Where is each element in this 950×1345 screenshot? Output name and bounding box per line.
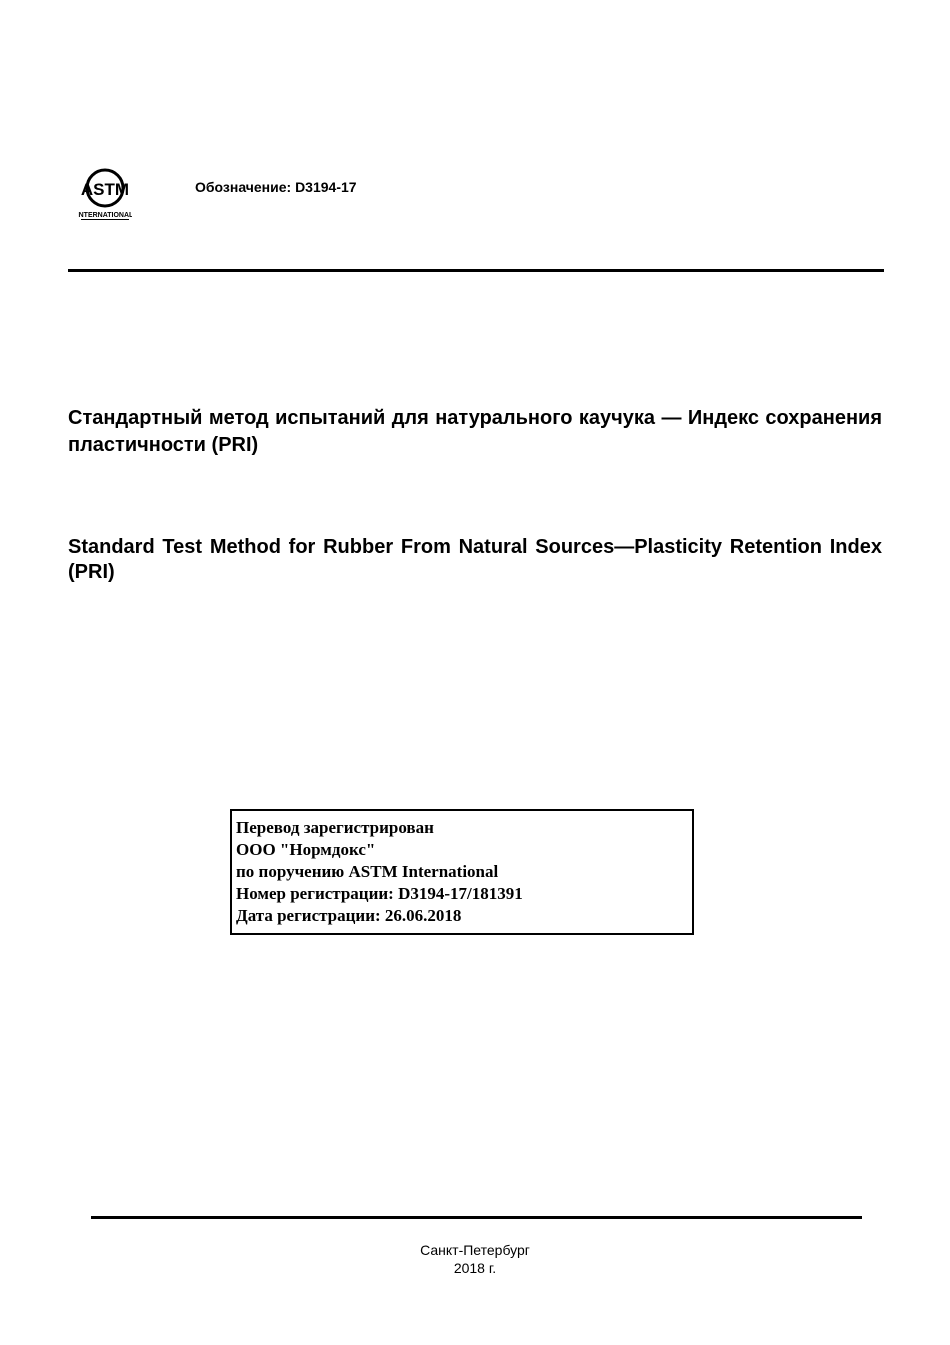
- designation: Обозначение: D3194-17: [195, 179, 357, 195]
- footer: [0, 1241, 950, 1277]
- logo-letters: ASTM: [80, 180, 130, 199]
- footer-year: 2018 г.: [453, 1260, 497, 1276]
- registration-line: ООО "Нормдокс": [236, 840, 376, 859]
- registration-line: по поручению ASTM International: [236, 862, 499, 881]
- astm-logo: [78, 166, 132, 222]
- registration-line: Дата регистрации: 26.06.2018: [236, 906, 462, 925]
- logo-subtext: INTERNATIONAL: [78, 212, 132, 219]
- registration-box: [230, 809, 694, 935]
- title-russian: Стандартный метод испытаний для натурального каучука — Индекс сохранения пластичности (PRI): [68, 407, 882, 456]
- title-english: Standard Test Method for Rubber From Natural Sources—Plasticity Retention Index (PRI): [68, 536, 882, 583]
- bottom-divider: [91, 1216, 862, 1219]
- registration-line: Номер регистрации: D3194-17/181391: [236, 884, 523, 903]
- top-divider: [68, 269, 884, 272]
- registration-line: Перевод зарегистрирован: [236, 818, 434, 837]
- astm-logo-icon: [78, 166, 132, 222]
- footer-city: Санкт-Петербург: [420, 1242, 530, 1258]
